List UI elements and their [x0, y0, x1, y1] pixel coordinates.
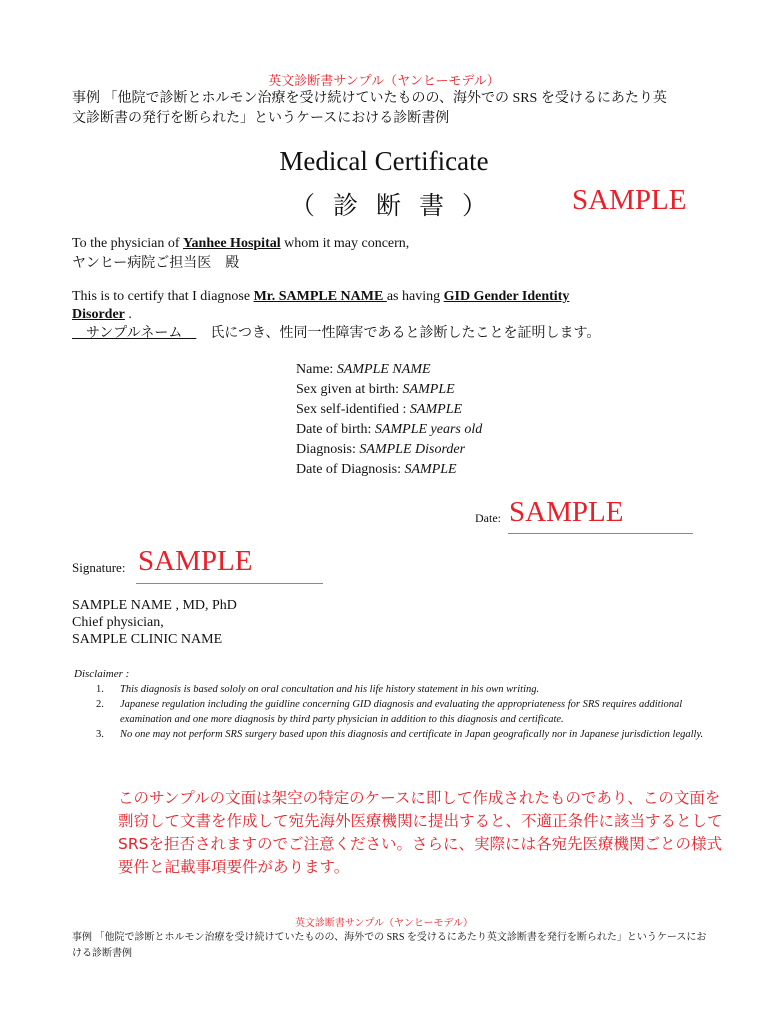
- certify-prefix: This is to certify that I diagnose: [72, 289, 254, 304]
- certify-end: .: [124, 307, 132, 322]
- field-date-of-birth: Date of birth: SAMPLE years old: [296, 422, 483, 437]
- field-sex-at-birth: Sex given at birth: SAMPLE: [296, 382, 455, 397]
- field-date-of-diagnosis: Date of Diagnosis: SAMPLE: [296, 462, 457, 477]
- patient-name: Mr. SAMPLE NAME: [253, 289, 387, 304]
- case-description-line-2: 文診断書の発行を断られた」というケースにおける診断書例: [72, 111, 450, 126]
- japanese-warning: このサンプルの文面は架空の特定のケースに即して作成されたものであり、この文面を剽窃して文書を作成して宛先海外医療機関に提出すると、不適正条件に該当するとしてSRSを拒否されますのでご注意ください。さらに、実際には各宛先医療機関ごとの様式要件と記載事項要件があります。: [118, 789, 723, 876]
- sample-stamp: SAMPLE: [572, 184, 687, 216]
- disclaimer-list: [96, 682, 716, 742]
- signature-value: SAMPLE: [138, 545, 253, 577]
- footer-case-description: 事例 「他院で診断とホルモン治療を受け続けていたものの、海外での SRS を受けるにあたり英文診断書を発行を断られた」というケースにおける診断書例: [72, 932, 707, 959]
- case-description-line-1: 事例 「他院で診断とホルモン治療を受け続けていたものの、海外での SRS を受けるにあたり英: [72, 91, 667, 106]
- addressee-japanese: ヤンヒー病院ご担当医 殿: [72, 256, 240, 271]
- signature-underline: [136, 583, 323, 584]
- addressee-prefix: To the physician of: [72, 236, 183, 251]
- signature-label: Signature:: [72, 560, 126, 575]
- addressee-line: [72, 235, 409, 253]
- field-name: Name: SAMPLE NAME: [296, 362, 431, 377]
- field-sex-self-identified: Sex self-identified : SAMPLE: [296, 402, 463, 417]
- doctor-position: Chief physician,: [72, 615, 164, 630]
- certificate-subtitle: （診断書）: [290, 193, 506, 220]
- certify-middle: as having: [386, 289, 444, 304]
- field-diagnosis: Diagnosis: SAMPLE Disorder: [296, 442, 466, 457]
- footer-title: 英文診断書サンプル（ヤンヒーモデル）: [294, 918, 474, 929]
- disclaimer-item: 3. No one may not perform SRS surgery based upon this diagnosis and certificate in Japan geografically nor in Japanese jurisdiction legally.: [96, 729, 704, 740]
- diagnosis-name-1: GID Gender Identity: [443, 289, 570, 304]
- hospital-name: Yanhee Hospital: [183, 236, 281, 251]
- addressee-suffix: whom it may concern,: [280, 236, 410, 251]
- disclaimer-item: 2. Japanese regulation including the guidline concerning GID diagnosis and evaluating the appropriateness for SRS requires additional examination and one more diagnosis by third party physician in addition to this diagnosis and certificate.: [96, 699, 683, 725]
- date-value: SAMPLE: [509, 496, 624, 528]
- clinic-name: SAMPLE CLINIC NAME: [72, 632, 223, 647]
- disclaimer-label: Disclaimer :: [74, 668, 130, 680]
- disclaimer-item: 1. This diagnosis is based sololy on oral concultation and his life history statement in his own writing.: [96, 684, 540, 695]
- certificate-title: Medical Certificate: [279, 146, 489, 176]
- date-label: Date:: [475, 511, 501, 525]
- date-underline: [508, 533, 693, 534]
- certify-statement: [72, 288, 712, 324]
- certify-japanese: [72, 325, 600, 343]
- japanese-certify-text: 氏につき、性同一性障害であると診断したことを証明します。: [210, 326, 601, 341]
- japanese-patient-name: サンプルネーム: [72, 326, 197, 341]
- doctor-name: SAMPLE NAME , MD, PhD: [72, 598, 237, 613]
- header-title: 英文診断書サンプル（ヤンヒーモデル）: [268, 73, 500, 88]
- diagnosis-name-2: Disorder: [72, 307, 125, 322]
